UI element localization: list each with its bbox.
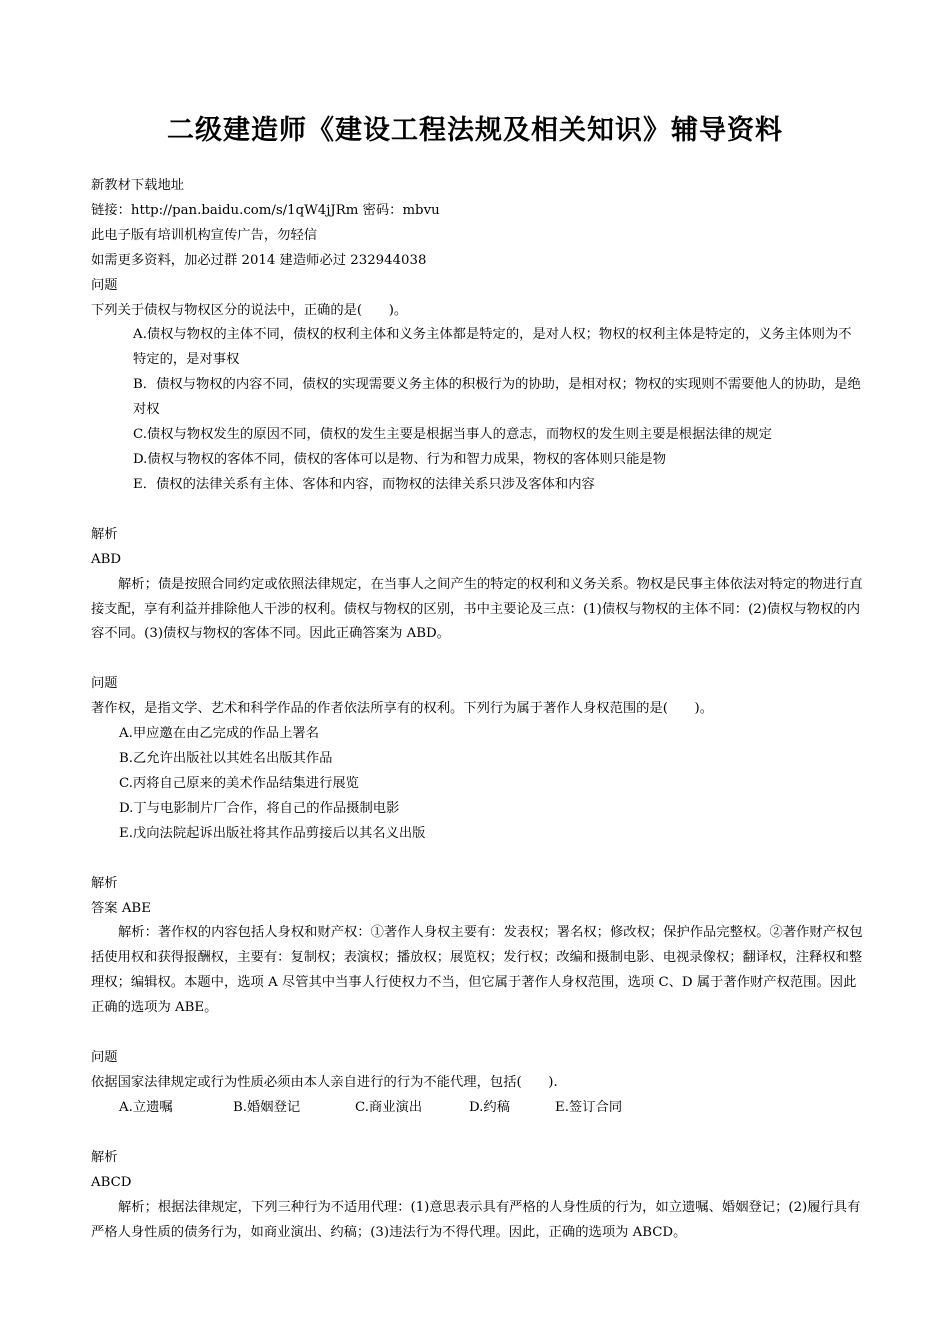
option-e: E.签订合同 (555, 1099, 623, 1115)
spacer (91, 498, 863, 523)
explanation: 解析；债是按照合同约定或依照法律规定，在当事人之间产生的特定的权利和义务关系。物权是民事主体依法对特定的物进行直接支配，享有利益并排除他人干涉的权利。债权与物权的区别，书中主要论及三点：(1)债权与物权的主体不同：(2)债权与物权的内容不同。(3)债权与物权的客体不同。因此正确答案为 ABD。 (91, 576, 863, 642)
answer: 答案 ABE (91, 900, 151, 916)
option-b: B.乙允许出版社以其姓名出版其作品 (119, 751, 333, 767)
option-b: B.婚姻登记 (233, 1099, 301, 1115)
document-body (91, 174, 863, 1245)
option-c: C.丙将自己原来的美术作品结集进行展览 (119, 775, 359, 791)
option-d: D.债权与物权的客体不同，债权的客体可以是物、行为和智力成果，物权的客体则只能是物 (133, 451, 666, 467)
explanation: 解析；根据法律规定，下列三种行为不适用代理：(1)意思表示具有严格的人身性质的行为，如立遗嘱、婚姻登记；(2)履行具有严格人身性质的债务行为，如商业演出、约稿；(3)违法行为不得代理。因此，正确的选项为 ABCD。 (91, 1199, 861, 1240)
question-label: 问题 (91, 676, 118, 692)
option-c: C.债权与物权发生的原因不同，债权的发生主要是根据当事人的意志，而物权的发生则主要是根据法律的规定 (133, 427, 772, 443)
analysis-label: 解析 (91, 526, 118, 542)
question-label: 问题 (91, 277, 118, 293)
option-d: D.约稿 (469, 1099, 511, 1115)
option-a: A.立遗嘱 (119, 1099, 173, 1115)
question-stem: 依据国家法律规定或行为性质必须由本人亲自进行的行为不能代理，包括( ). (91, 1075, 558, 1090)
analysis-label: 解析 (91, 875, 118, 891)
spacer (91, 847, 863, 872)
explanation: 解析：著作权的内容包括人身权和财产权：①著作人身权主要有：发表权；署名权；修改权；保护作品完整权。②著作财产权包括使用权和获得报酬权，主要有：复制权；表演权；播放权；展览权；发行权；改编和摄制电影、电视录像权；翻译权，注释权和整理权；编辑权。本题中，选项 A 尽管其中当事人行使权力不当，但它属于著作人身权范围，选项 C、D 属于著作财产权范围。因此正确的选项为 ABE。 (91, 925, 863, 1016)
spacer (91, 1121, 863, 1146)
document-title: 二级建造师《建设工程法规及相关知识》辅导资料 (167, 115, 783, 146)
spacer (91, 647, 863, 672)
options-row (91, 1096, 863, 1121)
answer: ABCD (91, 1174, 132, 1190)
option-e: E．债权的法律关系有主体、客体和内容，而物权的法律关系只涉及客体和内容 (133, 476, 595, 492)
intro-line: 如需更多资料，加必过群 2014 建造师必过 232944038 (91, 252, 427, 268)
option-a: A.甲应邀在由乙完成的作品上署名 (119, 726, 319, 742)
question-stem: 著作权，是指文学、艺术和科学作品的作者依法所享有的权利。下列行为属于著作人身权范围的是( )。 (91, 701, 714, 717)
question-stem: 下列关于债权与物权区分的说法中，正确的是( )。 (91, 302, 408, 318)
intro-line: 此电子版有培训机构宣传广告，勿轻信 (91, 227, 318, 243)
option-e: E.戊向法院起诉出版社将其作品剪接后以其名义出版 (119, 825, 426, 841)
intro-link-line: 链接：http://pan.baidu.com/s/1qW4jJRm 密码：mbvu (91, 202, 440, 218)
option-c: C.商业演出 (355, 1099, 423, 1115)
option-d: D.丁与电影制片厂合作，将自己的作品摄制电影 (119, 800, 400, 816)
answer: ABD (91, 551, 122, 567)
spacer (91, 1021, 863, 1046)
option-b: B．债权与物权的内容不同，债权的实现需要义务主体的积极行为的协助，是相对权；物权的实现则不需要他人的协助，是绝对权 (133, 377, 861, 418)
option-a: A.债权与物权的主体不同，债权的权利主体和义务主体都是特定的，是对人权；物权的权利主体是特定的，义务主体则为不特定的，是对事权 (133, 327, 852, 368)
intro-line: 新教材下载地址 (91, 178, 185, 193)
question-label: 问题 (91, 1050, 118, 1066)
analysis-label: 解析 (91, 1149, 118, 1165)
